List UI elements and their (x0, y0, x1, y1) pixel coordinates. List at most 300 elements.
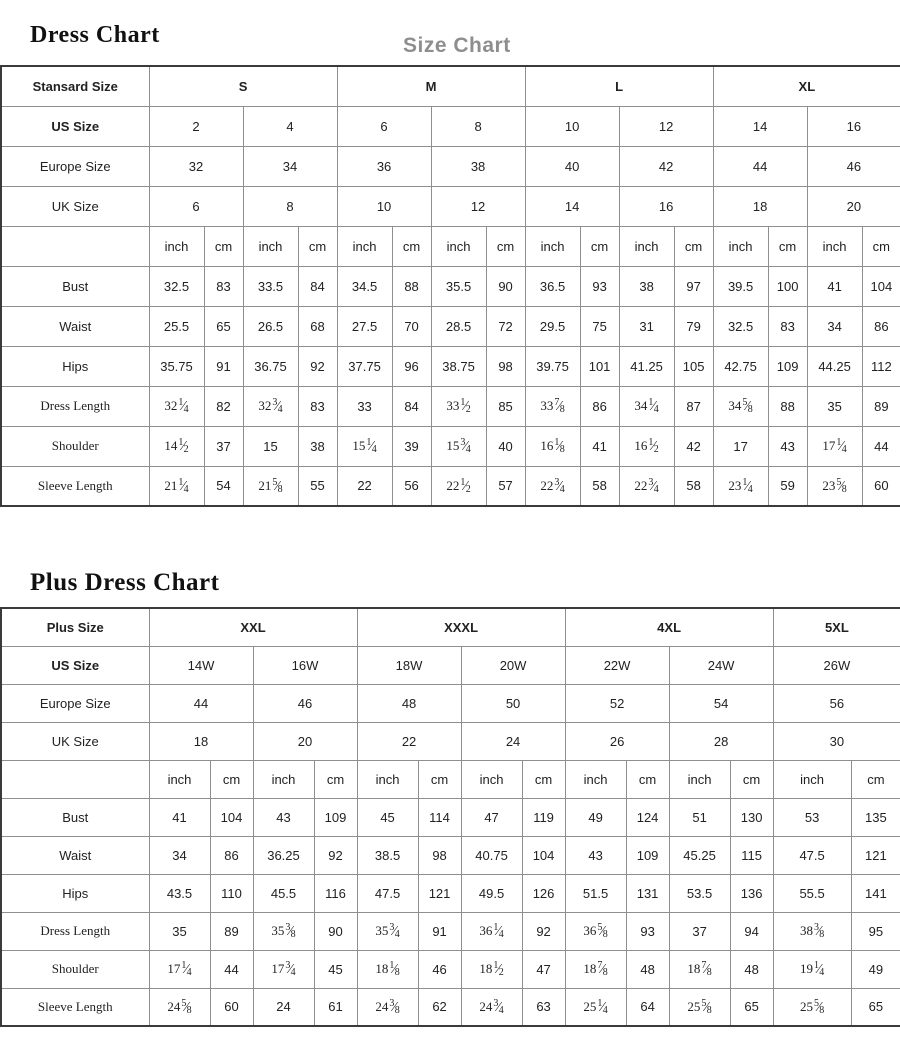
value-inch-cell: 15 (243, 426, 298, 466)
value-inch-cell: 33 (337, 386, 392, 426)
value-cm-cell: 104 (210, 798, 253, 836)
value-cm-cell: 86 (210, 836, 253, 874)
size-value-cell: 18 (713, 186, 807, 226)
value-inch-cell: 26.5 (243, 306, 298, 346)
value-cm-cell: 96 (392, 346, 431, 386)
value-cm-cell: 79 (674, 306, 713, 346)
value-cm-cell: 65 (851, 988, 900, 1026)
row-label-cell: Sleeve Length (1, 466, 149, 506)
size-value-cell: 50 (461, 684, 565, 722)
size-value-cell: 14 (525, 186, 619, 226)
size-value-cell: 44 (149, 684, 253, 722)
value-inch-cell: 47.5 (357, 874, 418, 912)
value-inch-cell: $22^3⁄_4$ (619, 466, 674, 506)
value-inch-cell: 38.75 (431, 346, 486, 386)
value-cm-cell: 94 (730, 912, 773, 950)
size-value-cell: 6 (337, 106, 431, 146)
value-cm-cell: 49 (851, 950, 900, 988)
value-cm-cell: 112 (862, 346, 900, 386)
row-label-cell: UK Size (1, 186, 149, 226)
size-value-cell: 28 (669, 722, 773, 760)
value-cm-cell: 84 (392, 386, 431, 426)
size-value-cell: 8 (431, 106, 525, 146)
unit-cm-cell: cm (768, 226, 807, 266)
size-header-row (1, 146, 900, 186)
value-cm-cell: 104 (862, 266, 900, 306)
row-label-cell: Bust (1, 798, 149, 836)
value-inch-cell: 43 (565, 836, 626, 874)
value-cm-cell: 89 (210, 912, 253, 950)
value-cm-cell: 60 (862, 466, 900, 506)
value-inch-cell: $14^1⁄_2$ (149, 426, 204, 466)
size-group-cell: XXXL (357, 608, 565, 646)
value-inch-cell: 29.5 (525, 306, 580, 346)
value-inch-cell: 47.5 (773, 836, 851, 874)
size-value-cell: 54 (669, 684, 773, 722)
size-value-cell: 26W (773, 646, 900, 684)
unit-cm-cell: cm (580, 226, 619, 266)
size-value-cell: 18 (149, 722, 253, 760)
value-cm-cell: 109 (768, 346, 807, 386)
value-cm-cell: 116 (314, 874, 357, 912)
value-cm-cell: 124 (626, 798, 669, 836)
dress-chart-title: Dress Chart (30, 22, 160, 48)
size-value-cell: 8 (243, 186, 337, 226)
unit-inch-cell: inch (773, 760, 851, 798)
size-value-cell: 10 (337, 186, 431, 226)
value-cm-cell: 97 (674, 266, 713, 306)
size-value-cell: 32 (149, 146, 243, 186)
size-header-row (1, 722, 900, 760)
value-inch-cell: 38 (619, 266, 674, 306)
size-value-cell: 18W (357, 646, 461, 684)
size-group-cell: S (149, 66, 337, 106)
value-cm-cell: 61 (314, 988, 357, 1026)
value-cm-cell: 109 (314, 798, 357, 836)
size-group-cell: 5XL (773, 608, 900, 646)
value-cm-cell: 89 (862, 386, 900, 426)
size-value-cell: 40 (525, 146, 619, 186)
size-header-row (1, 684, 900, 722)
value-inch-cell: 43.5 (149, 874, 210, 912)
value-inch-cell: $35^3⁄_8$ (253, 912, 314, 950)
row-label-cell: US Size (1, 646, 149, 684)
value-cm-cell: 135 (851, 798, 900, 836)
measurement-row (1, 950, 900, 988)
value-cm-cell: 87 (674, 386, 713, 426)
unit-inch-cell: inch (253, 760, 314, 798)
size-value-cell: 24 (461, 722, 565, 760)
value-cm-cell: 101 (580, 346, 619, 386)
measurement-row (1, 346, 900, 386)
size-header-row (1, 608, 900, 646)
value-cm-cell: 64 (626, 988, 669, 1026)
value-inch-cell: $35^3⁄_4$ (357, 912, 418, 950)
value-inch-cell: 35 (149, 912, 210, 950)
value-cm-cell: 65 (204, 306, 243, 346)
empty-label-cell (1, 226, 149, 266)
unit-cm-cell: cm (522, 760, 565, 798)
value-cm-cell: 115 (730, 836, 773, 874)
value-cm-cell: 75 (580, 306, 619, 346)
value-inch-cell: $24^3⁄_8$ (357, 988, 418, 1026)
value-inch-cell: $17^1⁄_4$ (149, 950, 210, 988)
value-inch-cell: 41 (807, 266, 862, 306)
measurement-row (1, 836, 900, 874)
value-inch-cell: $23^5⁄_8$ (807, 466, 862, 506)
value-inch-cell: 42.75 (713, 346, 768, 386)
size-value-cell: 16 (807, 106, 900, 146)
size-value-cell: 22W (565, 646, 669, 684)
value-inch-cell: $24^5⁄_8$ (149, 988, 210, 1026)
value-inch-cell: $15^1⁄_4$ (337, 426, 392, 466)
value-inch-cell: 41.25 (619, 346, 674, 386)
size-header-row (1, 66, 900, 106)
value-cm-cell: 98 (418, 836, 461, 874)
value-inch-cell: $19^1⁄_4$ (773, 950, 851, 988)
value-inch-cell: $16^1⁄_8$ (525, 426, 580, 466)
value-inch-cell: 32.5 (713, 306, 768, 346)
empty-label-cell (1, 760, 149, 798)
unit-inch-cell: inch (461, 760, 522, 798)
measurement-row (1, 874, 900, 912)
value-inch-cell: 41 (149, 798, 210, 836)
size-value-cell: 30 (773, 722, 900, 760)
measurement-row (1, 386, 900, 426)
page-header (0, 0, 900, 65)
value-inch-cell: 45.5 (253, 874, 314, 912)
size-value-cell: 20 (807, 186, 900, 226)
value-inch-cell: 34 (149, 836, 210, 874)
value-inch-cell: 45.25 (669, 836, 730, 874)
measurement-row (1, 466, 900, 506)
value-cm-cell: 45 (314, 950, 357, 988)
value-cm-cell: 48 (626, 950, 669, 988)
value-cm-cell: 62 (418, 988, 461, 1026)
value-inch-cell: 34.5 (337, 266, 392, 306)
value-inch-cell: $33^1⁄_2$ (431, 386, 486, 426)
value-inch-cell: $17^1⁄_4$ (807, 426, 862, 466)
value-inch-cell: 32.5 (149, 266, 204, 306)
row-label-cell: Shoulder (1, 426, 149, 466)
value-inch-cell: 33.5 (243, 266, 298, 306)
unit-row (1, 760, 900, 798)
size-value-cell: 46 (253, 684, 357, 722)
value-inch-cell: 17 (713, 426, 768, 466)
size-value-cell: 22 (357, 722, 461, 760)
size-value-cell: 46 (807, 146, 900, 186)
measurement-row (1, 988, 900, 1026)
unit-inch-cell: inch (565, 760, 626, 798)
value-cm-cell: 63 (522, 988, 565, 1026)
value-inch-cell: $32^3⁄_4$ (243, 386, 298, 426)
value-cm-cell: 88 (392, 266, 431, 306)
value-inch-cell: 49.5 (461, 874, 522, 912)
measurement-row (1, 306, 900, 346)
value-cm-cell: 44 (210, 950, 253, 988)
size-value-cell: 52 (565, 684, 669, 722)
value-inch-cell: 37.75 (337, 346, 392, 386)
value-cm-cell: 136 (730, 874, 773, 912)
value-cm-cell: 43 (768, 426, 807, 466)
value-cm-cell: 44 (862, 426, 900, 466)
value-cm-cell: 100 (768, 266, 807, 306)
value-inch-cell: $24^3⁄_4$ (461, 988, 522, 1026)
value-cm-cell: 121 (851, 836, 900, 874)
unit-inch-cell: inch (149, 760, 210, 798)
size-value-cell: 24W (669, 646, 773, 684)
value-inch-cell: $25^5⁄_8$ (669, 988, 730, 1026)
value-cm-cell: 47 (522, 950, 565, 988)
size-value-cell: 44 (713, 146, 807, 186)
size-value-cell: 16W (253, 646, 357, 684)
size-group-cell: M (337, 66, 525, 106)
unit-cm-cell: cm (298, 226, 337, 266)
value-inch-cell: $21^1⁄_4$ (149, 466, 204, 506)
value-cm-cell: 95 (851, 912, 900, 950)
value-cm-cell: 68 (298, 306, 337, 346)
value-cm-cell: 130 (730, 798, 773, 836)
size-value-cell: 34 (243, 146, 337, 186)
measurement-row (1, 266, 900, 306)
value-inch-cell: 45 (357, 798, 418, 836)
value-cm-cell: 55 (298, 466, 337, 506)
value-cm-cell: 42 (674, 426, 713, 466)
value-cm-cell: 72 (486, 306, 525, 346)
value-cm-cell: 48 (730, 950, 773, 988)
row-label-cell: Europe Size (1, 146, 149, 186)
size-value-cell: 26 (565, 722, 669, 760)
size-chart-title: Size Chart (403, 34, 511, 57)
unit-cm-cell: cm (314, 760, 357, 798)
value-inch-cell: 55.5 (773, 874, 851, 912)
unit-cm-cell: cm (486, 226, 525, 266)
value-inch-cell: 34 (807, 306, 862, 346)
unit-cm-cell: cm (674, 226, 713, 266)
value-cm-cell: 109 (626, 836, 669, 874)
row-label-cell: Dress Length (1, 912, 149, 950)
value-cm-cell: 90 (486, 266, 525, 306)
value-cm-cell: 58 (674, 466, 713, 506)
unit-cm-cell: cm (418, 760, 461, 798)
value-inch-cell: 27.5 (337, 306, 392, 346)
row-label-cell: Hips (1, 874, 149, 912)
unit-inch-cell: inch (243, 226, 298, 266)
value-cm-cell: 131 (626, 874, 669, 912)
size-group-cell: XL (713, 66, 900, 106)
size-group-cell: L (525, 66, 713, 106)
row-label-cell: Bust (1, 266, 149, 306)
size-value-cell: 12 (619, 106, 713, 146)
value-inch-cell: $25^1⁄_4$ (565, 988, 626, 1026)
value-inch-cell: 22 (337, 466, 392, 506)
size-header-row (1, 106, 900, 146)
row-label-cell: Sleeve Length (1, 988, 149, 1026)
row-label-cell: UK Size (1, 722, 149, 760)
value-inch-cell: 38.5 (357, 836, 418, 874)
unit-row (1, 226, 900, 266)
value-cm-cell: 104 (522, 836, 565, 874)
unit-inch-cell: inch (431, 226, 486, 266)
row-label-cell: US Size (1, 106, 149, 146)
size-value-cell: 36 (337, 146, 431, 186)
value-inch-cell: 53 (773, 798, 851, 836)
value-cm-cell: 86 (862, 306, 900, 346)
size-group-cell: 4XL (565, 608, 773, 646)
value-inch-cell: $25^5⁄_8$ (773, 988, 851, 1026)
unit-inch-cell: inch (525, 226, 580, 266)
value-cm-cell: 141 (851, 874, 900, 912)
row-label-cell: Hips (1, 346, 149, 386)
unit-cm-cell: cm (210, 760, 253, 798)
value-cm-cell: 92 (298, 346, 337, 386)
value-cm-cell: 91 (204, 346, 243, 386)
value-cm-cell: 85 (486, 386, 525, 426)
value-cm-cell: 58 (580, 466, 619, 506)
value-inch-cell: 36.25 (253, 836, 314, 874)
value-inch-cell: $33^7⁄_8$ (525, 386, 580, 426)
row-label-cell: Stansard Size (1, 66, 149, 106)
value-inch-cell: 51.5 (565, 874, 626, 912)
row-label-cell: Waist (1, 836, 149, 874)
row-label-cell: Shoulder (1, 950, 149, 988)
unit-inch-cell: inch (807, 226, 862, 266)
value-cm-cell: 40 (486, 426, 525, 466)
value-cm-cell: 92 (314, 836, 357, 874)
value-inch-cell: 43 (253, 798, 314, 836)
value-cm-cell: 114 (418, 798, 461, 836)
value-inch-cell: 47 (461, 798, 522, 836)
value-cm-cell: 38 (298, 426, 337, 466)
value-cm-cell: 57 (486, 466, 525, 506)
plus-size-table (0, 607, 900, 1027)
value-inch-cell: 49 (565, 798, 626, 836)
unit-inch-cell: inch (337, 226, 392, 266)
value-inch-cell: $38^3⁄_8$ (773, 912, 851, 950)
value-inch-cell: 39.5 (713, 266, 768, 306)
value-cm-cell: 119 (522, 798, 565, 836)
unit-cm-cell: cm (392, 226, 431, 266)
unit-inch-cell: inch (669, 760, 730, 798)
value-cm-cell: 98 (486, 346, 525, 386)
size-value-cell: 56 (773, 684, 900, 722)
unit-cm-cell: cm (204, 226, 243, 266)
value-inch-cell: 36.75 (243, 346, 298, 386)
value-cm-cell: 39 (392, 426, 431, 466)
measurement-row (1, 798, 900, 836)
value-cm-cell: 54 (204, 466, 243, 506)
value-cm-cell: 46 (418, 950, 461, 988)
value-inch-cell: 35.75 (149, 346, 204, 386)
value-inch-cell: $18^1⁄_8$ (357, 950, 418, 988)
size-value-cell: 38 (431, 146, 525, 186)
size-value-cell: 2 (149, 106, 243, 146)
value-inch-cell: $22^1⁄_2$ (431, 466, 486, 506)
value-inch-cell: 37 (669, 912, 730, 950)
size-header-row (1, 186, 900, 226)
plus-dress-chart-title: Plus Dress Chart (30, 569, 220, 596)
value-inch-cell: 24 (253, 988, 314, 1026)
value-cm-cell: 56 (392, 466, 431, 506)
value-cm-cell: 88 (768, 386, 807, 426)
value-cm-cell: 37 (204, 426, 243, 466)
size-value-cell: 16 (619, 186, 713, 226)
value-cm-cell: 110 (210, 874, 253, 912)
unit-inch-cell: inch (149, 226, 204, 266)
value-cm-cell: 126 (522, 874, 565, 912)
measurement-row (1, 912, 900, 950)
value-inch-cell: 40.75 (461, 836, 522, 874)
value-cm-cell: 83 (768, 306, 807, 346)
value-inch-cell: 31 (619, 306, 674, 346)
value-inch-cell: 39.75 (525, 346, 580, 386)
value-cm-cell: 105 (674, 346, 713, 386)
value-inch-cell: 25.5 (149, 306, 204, 346)
value-cm-cell: 91 (418, 912, 461, 950)
size-value-cell: 14 (713, 106, 807, 146)
value-cm-cell: 84 (298, 266, 337, 306)
measurement-row (1, 426, 900, 466)
value-inch-cell: $22^3⁄_4$ (525, 466, 580, 506)
value-inch-cell: 51 (669, 798, 730, 836)
size-value-cell: 48 (357, 684, 461, 722)
value-inch-cell: $15^3⁄_4$ (431, 426, 486, 466)
size-value-cell: 4 (243, 106, 337, 146)
value-cm-cell: 82 (204, 386, 243, 426)
value-inch-cell: $34^5⁄_8$ (713, 386, 768, 426)
value-inch-cell: $18^7⁄_8$ (565, 950, 626, 988)
value-cm-cell: 41 (580, 426, 619, 466)
value-cm-cell: 60 (210, 988, 253, 1026)
value-cm-cell: 121 (418, 874, 461, 912)
value-cm-cell: 83 (204, 266, 243, 306)
size-value-cell: 20W (461, 646, 565, 684)
size-group-cell: XXL (149, 608, 357, 646)
value-inch-cell: $17^3⁄_4$ (253, 950, 314, 988)
unit-inch-cell: inch (619, 226, 674, 266)
size-value-cell: 10 (525, 106, 619, 146)
value-inch-cell: 35 (807, 386, 862, 426)
value-inch-cell: $23^1⁄_4$ (713, 466, 768, 506)
value-cm-cell: 59 (768, 466, 807, 506)
unit-inch-cell: inch (713, 226, 768, 266)
value-inch-cell: 35.5 (431, 266, 486, 306)
value-cm-cell: 70 (392, 306, 431, 346)
value-inch-cell: $34^1⁄_4$ (619, 386, 674, 426)
value-inch-cell: 28.5 (431, 306, 486, 346)
value-inch-cell: 53.5 (669, 874, 730, 912)
value-inch-cell: $21^5⁄_8$ (243, 466, 298, 506)
value-inch-cell: $16^1⁄_2$ (619, 426, 674, 466)
dress-size-table (0, 65, 900, 507)
value-inch-cell: $36^5⁄_8$ (565, 912, 626, 950)
size-value-cell: 14W (149, 646, 253, 684)
unit-inch-cell: inch (357, 760, 418, 798)
size-header-row (1, 646, 900, 684)
row-label-cell: Waist (1, 306, 149, 346)
value-inch-cell: $32^1⁄_4$ (149, 386, 204, 426)
value-cm-cell: 65 (730, 988, 773, 1026)
size-value-cell: 42 (619, 146, 713, 186)
size-value-cell: 20 (253, 722, 357, 760)
value-cm-cell: 90 (314, 912, 357, 950)
unit-cm-cell: cm (851, 760, 900, 798)
unit-cm-cell: cm (626, 760, 669, 798)
value-cm-cell: 93 (580, 266, 619, 306)
unit-cm-cell: cm (862, 226, 900, 266)
value-inch-cell: 36.5 (525, 266, 580, 306)
row-label-cell: Dress Length (1, 386, 149, 426)
